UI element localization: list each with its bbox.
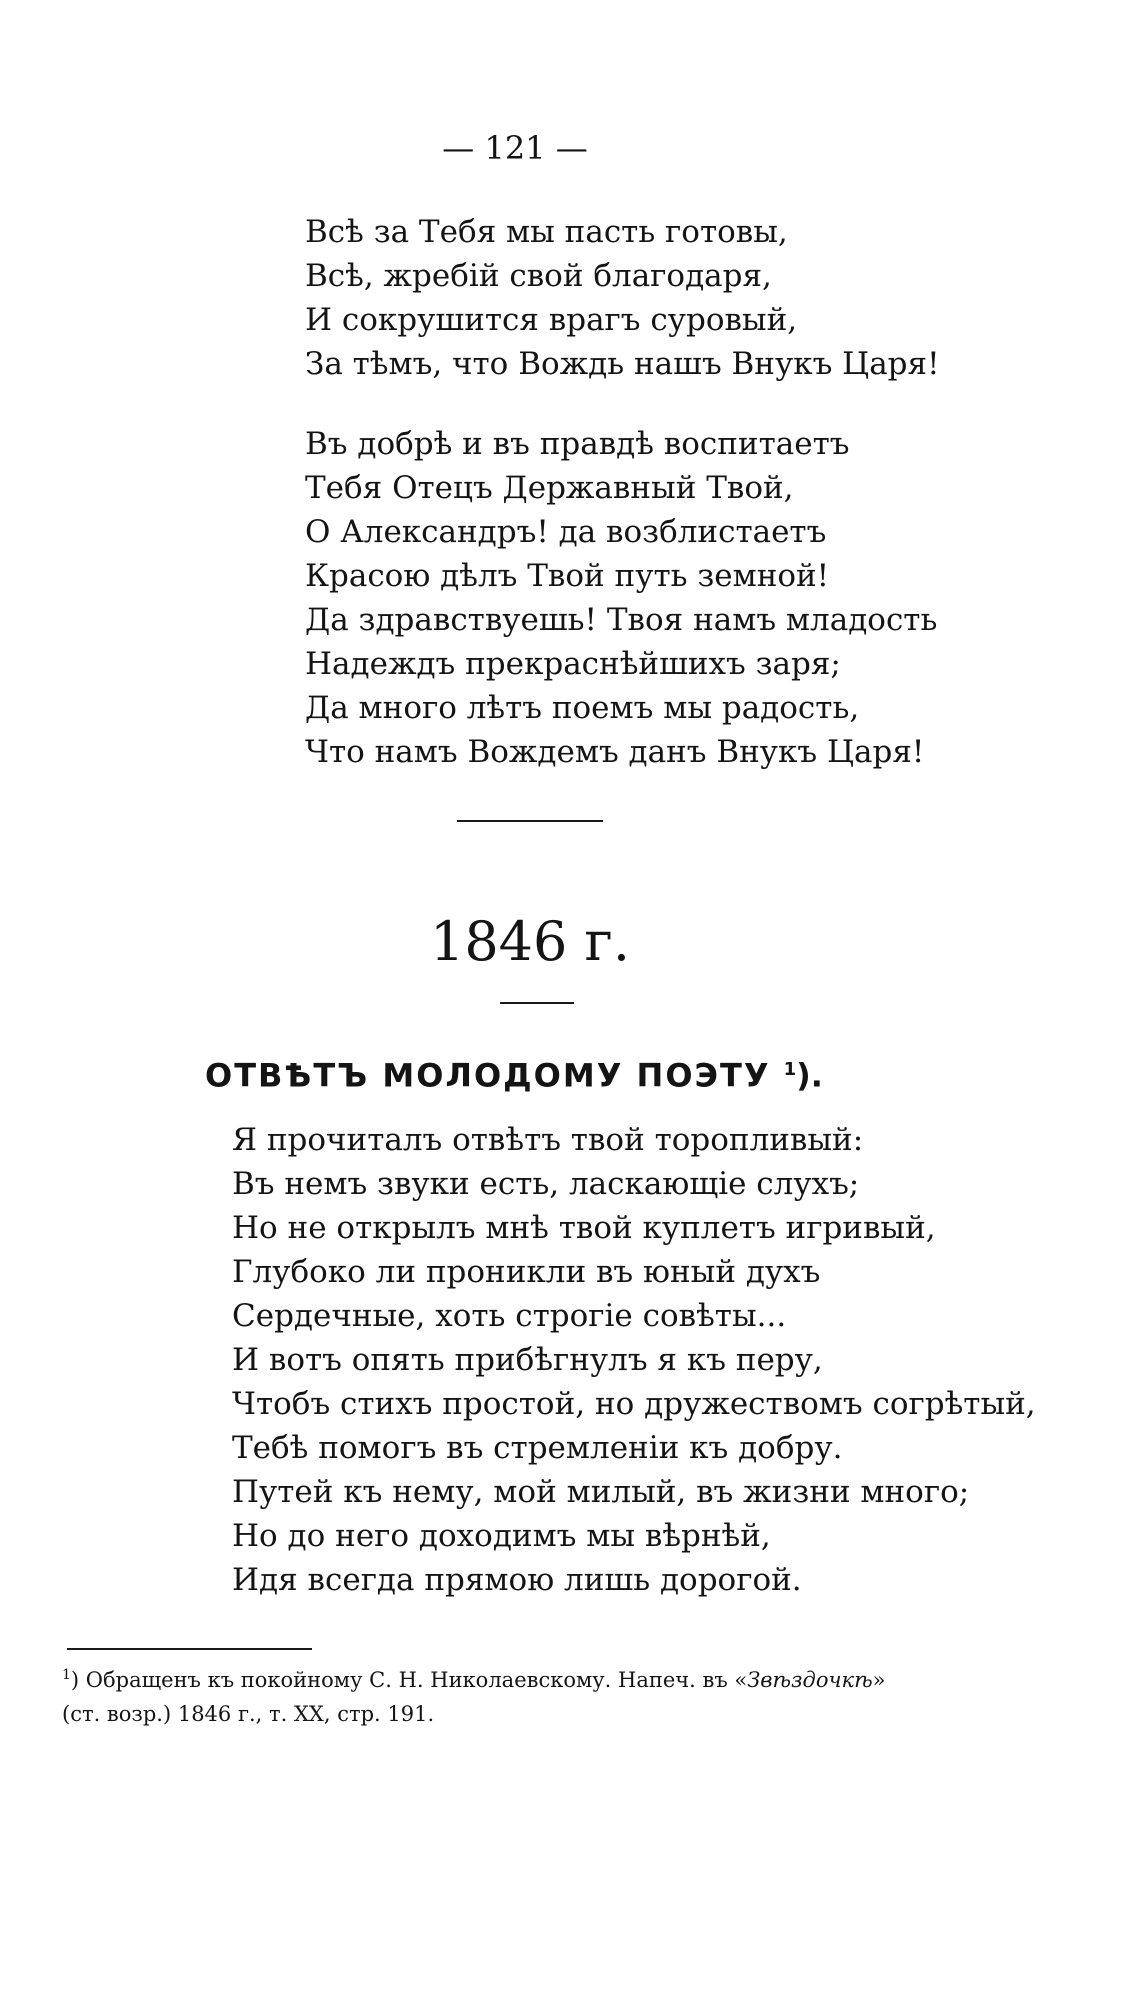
- footnote-divider: [67, 1648, 312, 1650]
- verse-line: И вотъ опять прибѣгнулъ я къ перу,: [232, 1342, 823, 1378]
- verse-line: Что намъ Вождемъ данъ Внукъ Царя!: [305, 734, 925, 770]
- verse-line: Сердечные, хоть строгіе совѣты...: [232, 1298, 787, 1334]
- year-underline: [500, 1002, 574, 1004]
- verse-line: Да здравствуешь! Твоя намъ младость: [305, 602, 938, 638]
- verse-line: Глубоко ли проникли въ юный духъ: [232, 1254, 821, 1290]
- footnote-line-2: (ст. возр.) 1846 г., т. XX, стр. 191.: [62, 1702, 435, 1726]
- verse-line: Красою дѣлъ Твой путь земной!: [305, 558, 830, 594]
- verse-line: Идя всегда прямою лишь дорогой.: [232, 1562, 802, 1598]
- verse-line: Въ немъ звуки есть, ласкающіе слухъ;: [232, 1166, 860, 1202]
- stanza-two: [305, 422, 937, 774]
- verse-line: Но до него доходимъ мы вѣрнѣй,: [232, 1518, 771, 1554]
- verse-line: Путей къ нему, мой милый, въ жизни много;: [232, 1474, 970, 1510]
- poem-title: [205, 1048, 823, 1098]
- stanza-one: [305, 210, 940, 386]
- footnote-line-1: [62, 1658, 1002, 1697]
- verse-line: О Александръ! да возблистаетъ: [305, 514, 827, 550]
- poem-title-close: ).: [796, 1056, 823, 1095]
- poem-title-text: ОТВѢТЪ МОЛОДОМУ ПОЭТУ: [205, 1056, 771, 1095]
- verse-line: Но не открылъ мнѣ твой куплетъ игривый,: [232, 1210, 936, 1246]
- footnote-text-end: »: [872, 1668, 886, 1692]
- verse-line: Тебѣ помогъ въ стремленіи къ добру.: [232, 1430, 843, 1466]
- section-divider: [457, 820, 603, 822]
- verse-line: И сокрушится врагъ суровый,: [305, 302, 798, 338]
- verse-line: Я прочиталъ отвѣтъ твой торопливый:: [232, 1122, 864, 1158]
- poem-body: [232, 1118, 1036, 1602]
- verse-line: Всѣ, жребій свой благодаря,: [305, 258, 772, 294]
- verse-line: Надеждъ прекраснѣйшихъ заря;: [305, 646, 841, 682]
- verse-line: За тѣмъ, что Вождь нашъ Внукъ Царя!: [305, 346, 940, 382]
- footnote: [62, 1658, 1002, 1731]
- verse-line: Чтобъ стихъ простой, но дружествомъ согрѣтый,: [232, 1386, 1036, 1422]
- verse-line: Всѣ за Тебя мы пасть готовы,: [305, 214, 788, 250]
- footnote-marker: 1: [62, 1667, 71, 1683]
- footnote-reference: 1: [783, 1059, 797, 1080]
- verse-line: Въ добрѣ и въ правдѣ воспитаетъ: [305, 426, 850, 462]
- footnote-journal: Звѣздочкѣ: [747, 1668, 873, 1692]
- footnote-text: ) Обращенъ къ покойному С. Н. Николаевскому. Напеч. въ «: [70, 1668, 748, 1692]
- page-number: — 121 —: [442, 129, 588, 167]
- verse-line: Тебя Отецъ Державный Твой,: [305, 470, 794, 506]
- verse-line: Да много лѣтъ поемъ мы радость,: [305, 690, 860, 726]
- year-heading: 1846 г.: [429, 910, 631, 973]
